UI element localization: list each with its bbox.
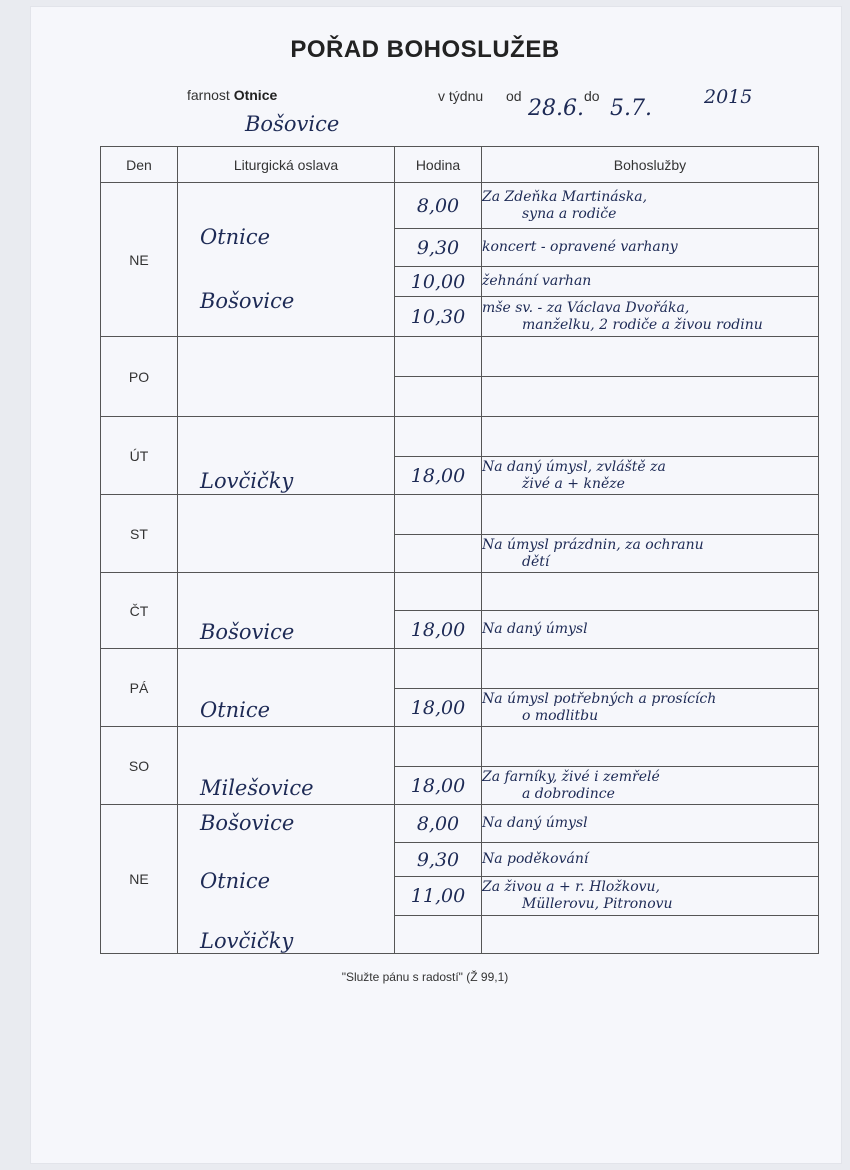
service-text: žehnání varhan — [482, 273, 592, 289]
service-text: Müllerovu, Pitronovu — [522, 896, 673, 913]
service-text: Na daný úmysl, zvláště za — [482, 458, 666, 475]
service-text: o modlitbu — [522, 707, 599, 724]
parish-name: Otnice — [233, 87, 278, 103]
day-cell: ST — [101, 495, 178, 573]
service-cell — [482, 183, 819, 229]
day-cell: NE — [101, 805, 178, 954]
hour-cell: 8,00 — [395, 805, 482, 843]
service-cell — [482, 337, 819, 377]
service-cell — [482, 843, 819, 877]
service-text: dětí — [522, 553, 550, 570]
day-cell: ÚT — [101, 417, 178, 495]
hour-cell — [395, 337, 482, 377]
hour-cell: 10,00 — [395, 267, 482, 297]
hour-cell: 18,00 — [395, 611, 482, 649]
service-cell — [482, 267, 819, 297]
service-text: koncert - opravené varhany — [482, 239, 678, 255]
day-cell: ČT — [101, 573, 178, 649]
service-cell — [482, 727, 819, 767]
place-name: Lovčičky — [200, 468, 294, 493]
service-cell — [482, 689, 819, 727]
service-cell — [482, 877, 819, 915]
service-text: Na poděkování — [482, 851, 589, 868]
week-label: v týdnu — [438, 88, 484, 104]
service-text: Na daný úmysl — [482, 621, 588, 637]
service-text: živé a + kněze — [522, 475, 625, 492]
hour-cell: 18,00 — [395, 457, 482, 495]
week-year: 2015 — [704, 86, 753, 108]
header-day: Den — [101, 147, 178, 183]
service-cell — [482, 611, 819, 649]
place-name: Lovčičky — [200, 929, 294, 953]
hour-cell — [395, 495, 482, 535]
week-from-date: 28.6. — [528, 96, 584, 121]
celebration-cell — [178, 417, 395, 495]
celebration-cell — [178, 573, 395, 649]
place-name: Bošovice — [200, 619, 295, 644]
schedule-row — [101, 495, 819, 535]
place-name: Milešovice — [200, 775, 314, 800]
schedule-row — [101, 573, 819, 611]
celebration-cell — [178, 183, 395, 337]
hour-cell — [395, 377, 482, 417]
hour-cell — [395, 573, 482, 611]
schedule-table — [100, 146, 819, 954]
hour-cell — [395, 649, 482, 689]
hour-cell: 18,00 — [395, 689, 482, 727]
schedule-row — [101, 417, 819, 457]
service-text: Na úmysl prázdnin, za ochranu — [482, 536, 704, 553]
day-cell: PÁ — [101, 649, 178, 727]
week-to-date: 5.7. — [610, 96, 652, 121]
hour-cell — [395, 535, 482, 573]
service-text: Za Zdeňka Martináska, — [482, 188, 648, 205]
day-cell: SO — [101, 727, 178, 805]
schedule-row — [101, 727, 819, 767]
footer-quote: "Služte pánu s radostí" (Ž 99,1) — [341, 970, 509, 984]
page-title: POŘAD BOHOSLUŽEB — [290, 36, 560, 63]
hour-cell: 18,00 — [395, 767, 482, 805]
service-cell — [482, 229, 819, 267]
hour-cell: 9,30 — [395, 843, 482, 877]
service-text: Za živou a + r. Hložkovu, — [482, 879, 660, 896]
service-text: a dobrodince — [522, 785, 615, 802]
service-text: Na úmysl potřebných a prosících — [482, 690, 717, 707]
schedule-row — [101, 337, 819, 377]
place-name: Otnice — [200, 697, 271, 722]
day-cell: PO — [101, 337, 178, 417]
hour-cell: 10,30 — [395, 297, 482, 337]
hour-cell — [395, 727, 482, 767]
hour-cell — [395, 915, 482, 953]
schedule-row — [101, 649, 819, 689]
hour-cell: 9,30 — [395, 229, 482, 267]
hour-cell — [395, 417, 482, 457]
day-cell: NE — [101, 183, 178, 337]
hour-cell: 11,00 — [395, 877, 482, 915]
celebration-cell — [178, 727, 395, 805]
parish-handwritten: Bošovice — [245, 112, 340, 136]
place-name: Bošovice — [200, 811, 295, 835]
service-cell — [482, 805, 819, 843]
schedule-row — [101, 805, 819, 843]
place-name: Otnice — [200, 869, 271, 893]
header-services: Bohoslužby — [482, 147, 819, 183]
parish-field — [187, 87, 277, 103]
parish-label: farnost — [187, 87, 230, 103]
service-cell — [482, 649, 819, 689]
service-text: mše sv. - za Václava Dvořáka, — [482, 299, 690, 316]
service-text: manželku, 2 rodiče a živou rodinu — [522, 316, 763, 333]
place-name: Bošovice — [200, 288, 295, 313]
service-text: Na daný úmysl — [482, 815, 588, 832]
hour-cell: 8,00 — [395, 183, 482, 229]
service-cell — [482, 417, 819, 457]
celebration-cell — [178, 337, 395, 417]
service-cell — [482, 767, 819, 805]
celebration-cell — [178, 805, 395, 954]
week-to-label: do — [584, 88, 600, 104]
service-cell — [482, 915, 819, 953]
service-cell — [482, 573, 819, 611]
week-from-label: od — [506, 88, 522, 104]
service-cell — [482, 457, 819, 495]
service-text: syna a rodiče — [522, 205, 617, 222]
service-cell — [482, 535, 819, 573]
service-cell — [482, 297, 819, 337]
header-row — [101, 147, 819, 183]
celebration-cell — [178, 495, 395, 573]
header-hour: Hodina — [395, 147, 482, 183]
service-cell — [482, 495, 819, 535]
service-cell — [482, 377, 819, 417]
schedule-row — [101, 183, 819, 229]
celebration-cell — [178, 649, 395, 727]
service-text: Za farníky, živé i zemřelé — [482, 768, 660, 785]
place-name: Otnice — [200, 224, 271, 249]
header-celebration: Liturgická oslava — [178, 147, 395, 183]
